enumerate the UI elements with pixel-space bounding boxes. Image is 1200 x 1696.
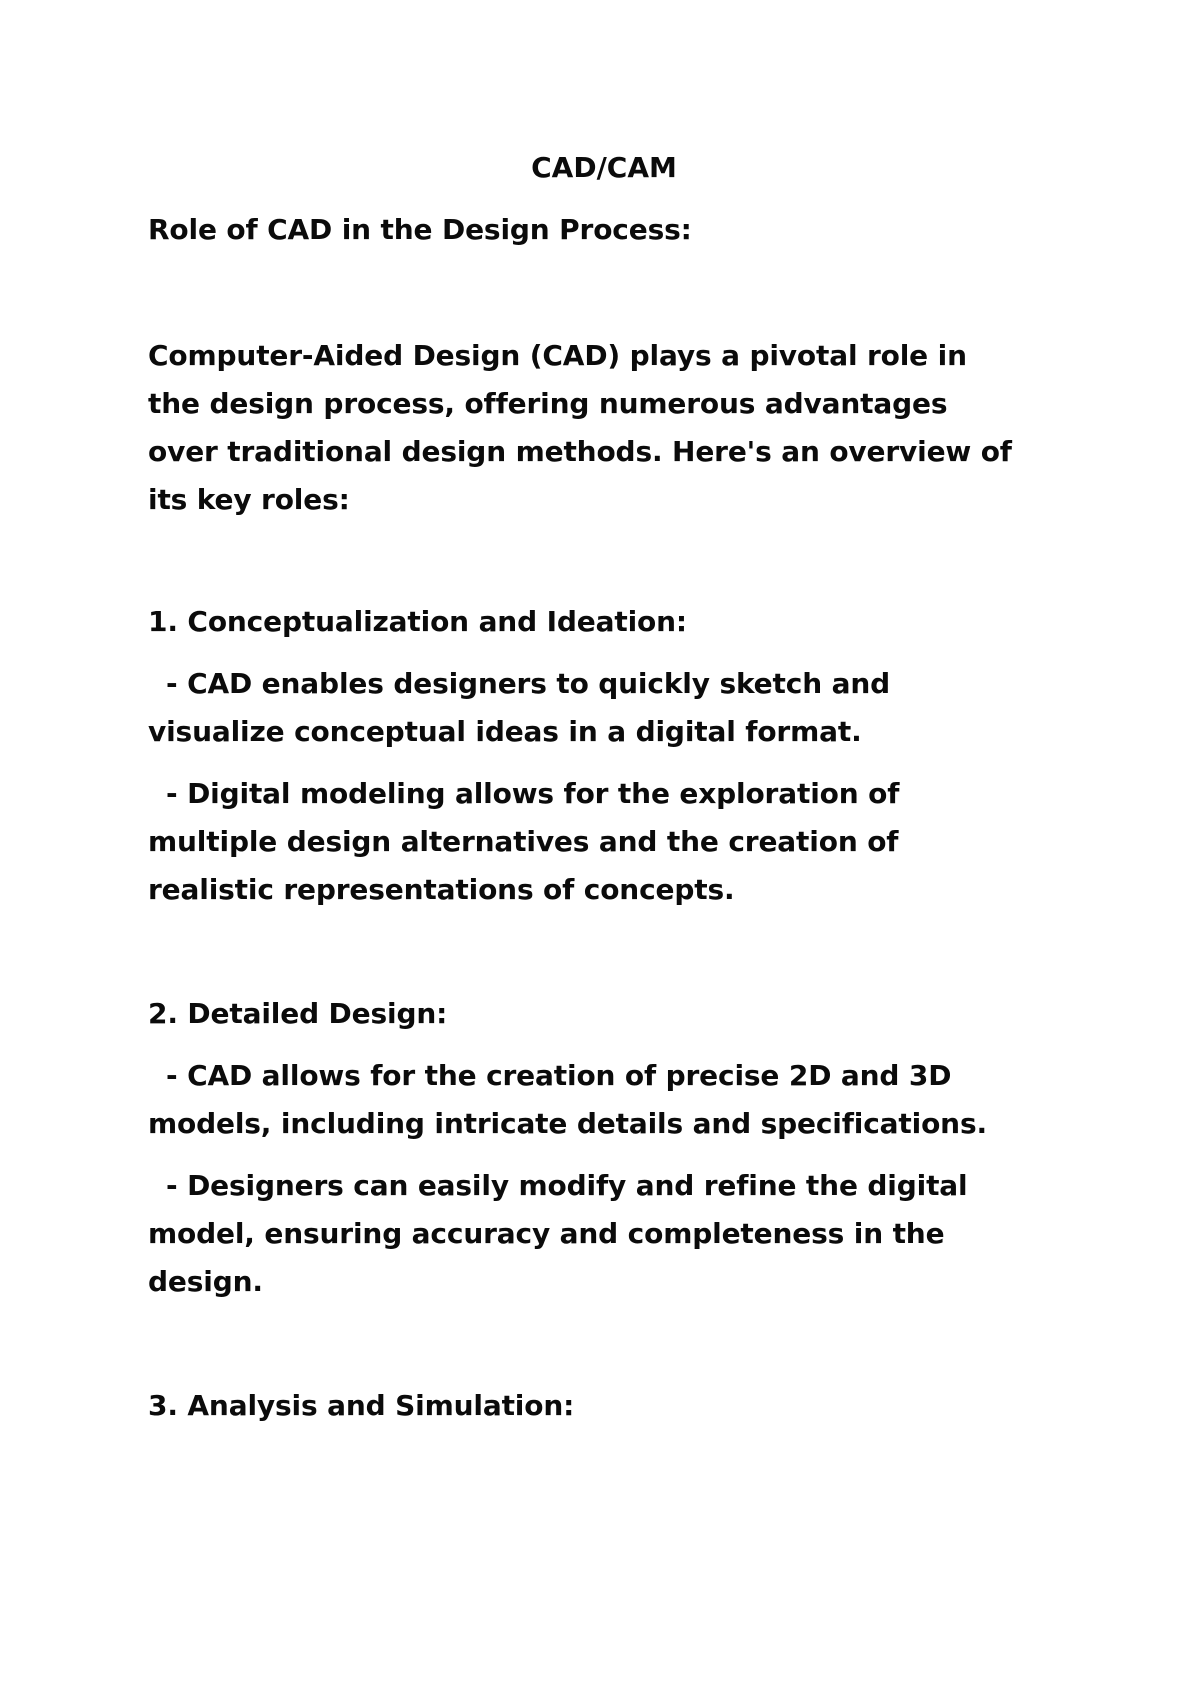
item-1-heading: 1. Conceptualization and Ideation: [148, 605, 687, 638]
item-1-bullet-2-line-1: - Digital modeling allows for the exploration of [166, 777, 900, 810]
item-2-bullet-1-line-2: models, including intricate details and specifications. [148, 1107, 987, 1140]
item-2-bullet-1-line-1: - CAD allows for the creation of precise 2D and 3D [166, 1059, 952, 1092]
item-3-heading: 3. Analysis and Simulation: [148, 1389, 575, 1422]
item-2-bullet-2-line-3: design. [148, 1265, 263, 1298]
item-1-bullet-2-line-3: realistic representations of concepts. [148, 873, 735, 906]
intro-line-3: over traditional design methods. Here's an overview of [148, 435, 1012, 468]
item-2-heading: 2. Detailed Design: [148, 997, 448, 1030]
item-1-bullet-1-line-2: visualize conceptual ideas in a digital format. [148, 715, 862, 748]
document-title: CAD/CAM [531, 151, 677, 184]
section-heading: Role of CAD in the Design Process: [148, 213, 692, 246]
item-1-bullet-1-line-1: - CAD enables designers to quickly sketch and [166, 667, 890, 700]
item-2-bullet-2-line-1: - Designers can easily modify and refine the digital [166, 1169, 968, 1202]
item-2-bullet-2-line-2: model, ensuring accuracy and completeness in the [148, 1217, 945, 1250]
intro-line-2: the design process, offering numerous advantages [148, 387, 948, 420]
item-1-bullet-2-line-2: multiple design alternatives and the creation of [148, 825, 899, 858]
intro-line-1: Computer-Aided Design (CAD) plays a pivotal role in [148, 339, 967, 372]
intro-line-4: its key roles: [148, 483, 350, 516]
